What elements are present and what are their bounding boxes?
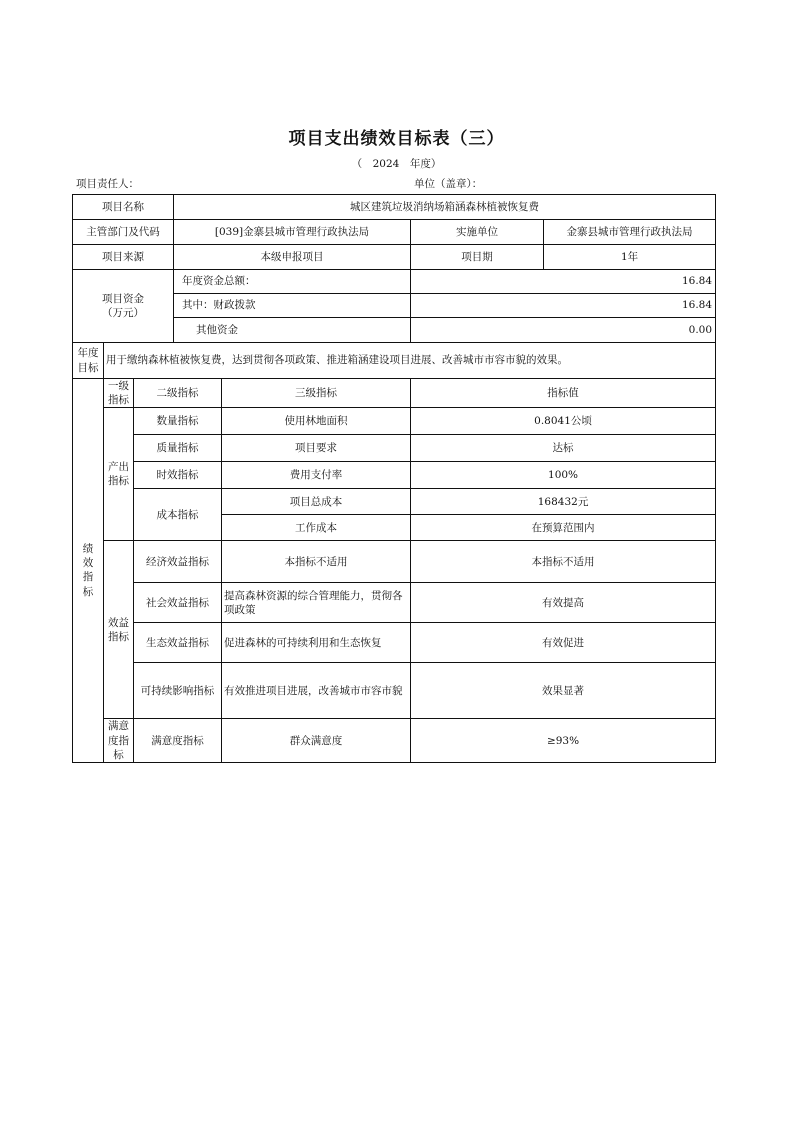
l2-cell: 经济效益指标 <box>134 541 222 583</box>
goal-label <box>73 343 104 379</box>
funds-other-label: 其他资金 <box>174 318 411 343</box>
goal-label-line1: 年度 <box>77 347 99 360</box>
funds-other-value: 0.00 <box>411 318 716 343</box>
table-row <box>73 719 716 763</box>
year-line: （ 2024 年度） <box>351 158 442 170</box>
l3-cell: 有效推进项目进展，改善城市市容市貌 <box>222 663 411 719</box>
l2-cell: 时效指标 <box>134 462 222 489</box>
satisfaction-label-line: 标 <box>113 748 124 761</box>
satisfaction-label <box>104 719 134 763</box>
source-label: 项目来源 <box>73 245 174 270</box>
table-row <box>73 462 716 489</box>
goal-text: 用于缴纳森林植被恢复费，达到贯彻各项政策、推进箱涵建设项目进展、改善城市市容市貌的效果。 <box>104 343 716 379</box>
table-row <box>73 583 716 623</box>
l2-cell: 满意度指标 <box>134 719 222 763</box>
value-cell: 有效促进 <box>411 623 716 663</box>
funds-label-line2: （万元） <box>102 307 145 319</box>
l3-cell: 项目总成本 <box>222 489 411 515</box>
funds-fiscal-value: 16.84 <box>411 294 716 318</box>
source-value: 本级申报项目 <box>174 245 411 270</box>
value-cell: ≥93% <box>411 719 716 763</box>
funds-fiscal-label: 其中：财政拨款 <box>174 294 411 318</box>
perf-outer-char: 指 <box>82 571 94 584</box>
l2-cell: 成本指标 <box>134 489 222 541</box>
value-cell: 在预算范围内 <box>411 515 716 541</box>
project-name-value: 城区建筑垃圾消纳场箱涵森林植被恢复费 <box>174 195 716 220</box>
period-value: 1年 <box>544 245 716 270</box>
benefit-label-line2: 指标 <box>108 630 129 643</box>
table-row <box>73 379 716 408</box>
unit-seal-label: 单位（盖章）： <box>414 178 483 190</box>
responsible-person-label: 项目责任人： <box>76 178 139 190</box>
value-cell: 100% <box>411 462 716 489</box>
value-cell: 本指标不适用 <box>411 541 716 583</box>
dept-value: [039]金寨县城市管理行政执法局 <box>174 220 411 245</box>
l3-cell: 提高森林资源的综合管理能力，贯彻各项政策 <box>222 583 411 623</box>
head-level1 <box>104 379 134 408</box>
table-row <box>73 245 716 270</box>
funds-label <box>73 270 174 343</box>
dept-label: 主管部门及代码 <box>73 220 174 245</box>
performance-target-table <box>72 194 716 763</box>
l2-cell: 数量指标 <box>134 408 222 435</box>
impl-label: 实施单位 <box>411 220 544 245</box>
table-row <box>73 435 716 462</box>
l3-cell: 项目要求 <box>222 435 411 462</box>
funds-total-value: 16.84 <box>411 270 716 294</box>
output-label <box>104 408 134 541</box>
l2-cell: 生态效益指标 <box>134 623 222 663</box>
perf-outer-char: 绩 <box>82 543 94 556</box>
output-label-line2: 指标 <box>108 475 129 488</box>
table-row <box>73 663 716 719</box>
l3-cell: 促进森林的可持续利用和生态恢复 <box>222 623 411 663</box>
satisfaction-label-line: 度指 <box>108 734 129 747</box>
l2-cell: 社会效益指标 <box>134 583 222 623</box>
table-row <box>73 220 716 245</box>
output-label-line1: 产出 <box>108 461 129 474</box>
project-name-label: 项目名称 <box>73 195 174 220</box>
table-row <box>73 270 716 294</box>
value-cell: 效果显著 <box>411 663 716 719</box>
funds-total-label: 年度资金总额： <box>174 270 411 294</box>
table-row <box>73 541 716 583</box>
value-cell: 有效提高 <box>411 583 716 623</box>
value-cell: 达标 <box>411 435 716 462</box>
l2-cell: 可持续影响指标 <box>134 663 222 719</box>
l3-cell: 本指标不适用 <box>222 541 411 583</box>
funds-label-line1: 项目资金 <box>102 292 145 305</box>
goal-label-line2: 目标 <box>77 361 99 374</box>
benefit-label-line1: 效益 <box>108 616 129 629</box>
table-row <box>73 489 716 515</box>
l2-cell: 质量指标 <box>134 435 222 462</box>
period-label: 项目期 <box>411 245 544 270</box>
l3-cell: 费用支付率 <box>222 462 411 489</box>
perf-outer-char: 标 <box>82 585 94 598</box>
head-level3: 三级指标 <box>222 379 411 408</box>
head-level1-line2: 指标 <box>108 394 129 407</box>
l3-cell: 群众满意度 <box>222 719 411 763</box>
head-value: 指标值 <box>411 379 716 408</box>
satisfaction-label-line: 满意 <box>108 720 129 733</box>
impl-value: 金寨县城市管理行政执法局 <box>544 220 716 245</box>
perf-outer-char: 效 <box>82 557 94 570</box>
table-row <box>73 408 716 435</box>
l3-cell: 使用林地面积 <box>222 408 411 435</box>
head-level1-line1: 一级 <box>108 380 129 392</box>
head-level2: 二级指标 <box>134 379 222 408</box>
table-row <box>73 623 716 663</box>
page-title: 项目支出绩效目标表（三） <box>288 129 505 149</box>
table-row <box>73 343 716 379</box>
value-cell: 168432元 <box>411 489 716 515</box>
table-row <box>73 195 716 220</box>
value-cell: 0.8041公顷 <box>411 408 716 435</box>
l3-cell: 工作成本 <box>222 515 411 541</box>
perf-outer-label <box>73 379 104 763</box>
benefit-label <box>104 541 134 719</box>
